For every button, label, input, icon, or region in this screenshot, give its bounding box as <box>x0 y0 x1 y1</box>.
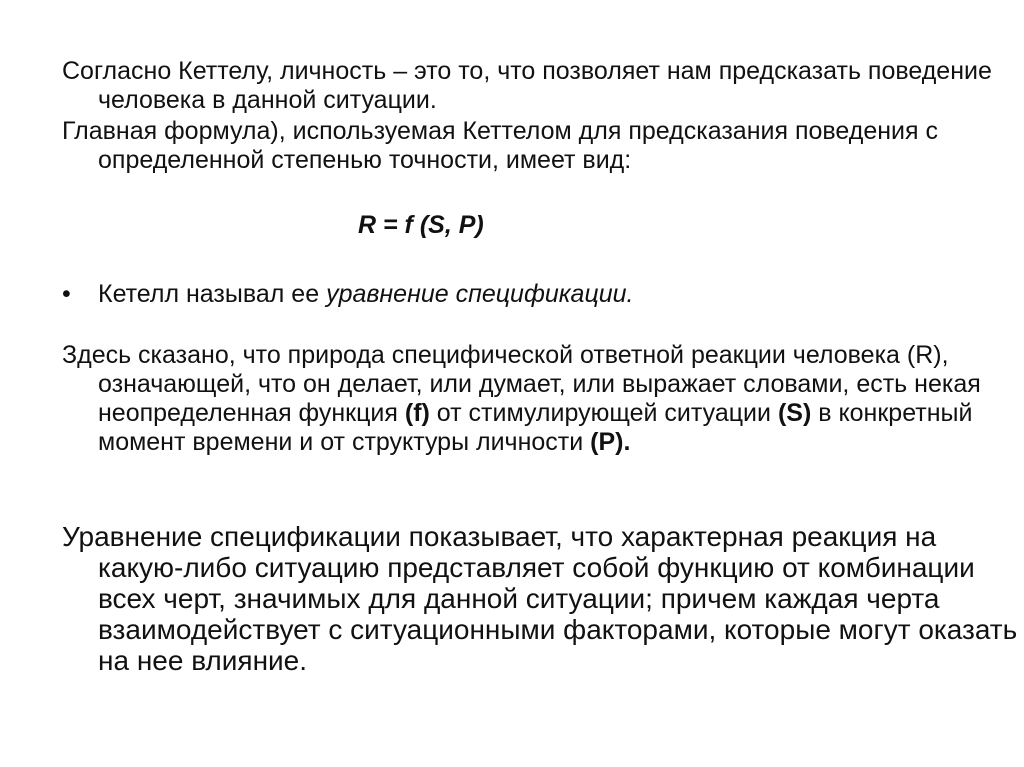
symbol-f: (f) <box>404 399 430 427</box>
bullet-prefix: Кетелл называл ее <box>98 280 327 308</box>
explanation-text-1: Здесь сказано, что природа специфической ответной реакции человека (R), означающей, что он делает, или думает, или выражает словами, есть некая неопределенная функция <box>62 341 981 427</box>
formula: R = f (S, P) <box>358 211 484 239</box>
explanation-text-3: в конкретный момент времени и от структуры личности <box>98 399 973 456</box>
bullet-icon: • <box>62 280 71 308</box>
specification-text: Уравнение спецификации показывает, что характерная реакция на какую-либо ситуацию представляет собой функцию от комбинации всех черт, значимых для данной ситуации; причем каждая черта взаимодействует с ситуационными факторами, которые могут оказать на нее влияние. <box>62 521 1018 676</box>
symbol-s: (S) <box>777 399 812 427</box>
formula-intro-text: Главная формула), используемая Кеттелом для предсказания поведения с определенной степенью точности, имеет вид: <box>62 117 939 174</box>
explanation-paragraph <box>62 341 1018 457</box>
specification-paragraph <box>62 521 1018 676</box>
formula-intro-paragraph <box>62 117 1018 175</box>
bullet-item <box>62 280 634 309</box>
bullet-emphasis: уравнение спецификации. <box>326 280 634 308</box>
definition-text: Согласно Кеттелу, личность – это то, что позволяет нам предсказать поведение человека в данной ситуации. <box>62 57 992 114</box>
definition-paragraph <box>62 57 1018 115</box>
symbol-p: (P). <box>590 428 631 456</box>
explanation-text-2: от стимулирующей ситуации <box>429 399 778 427</box>
